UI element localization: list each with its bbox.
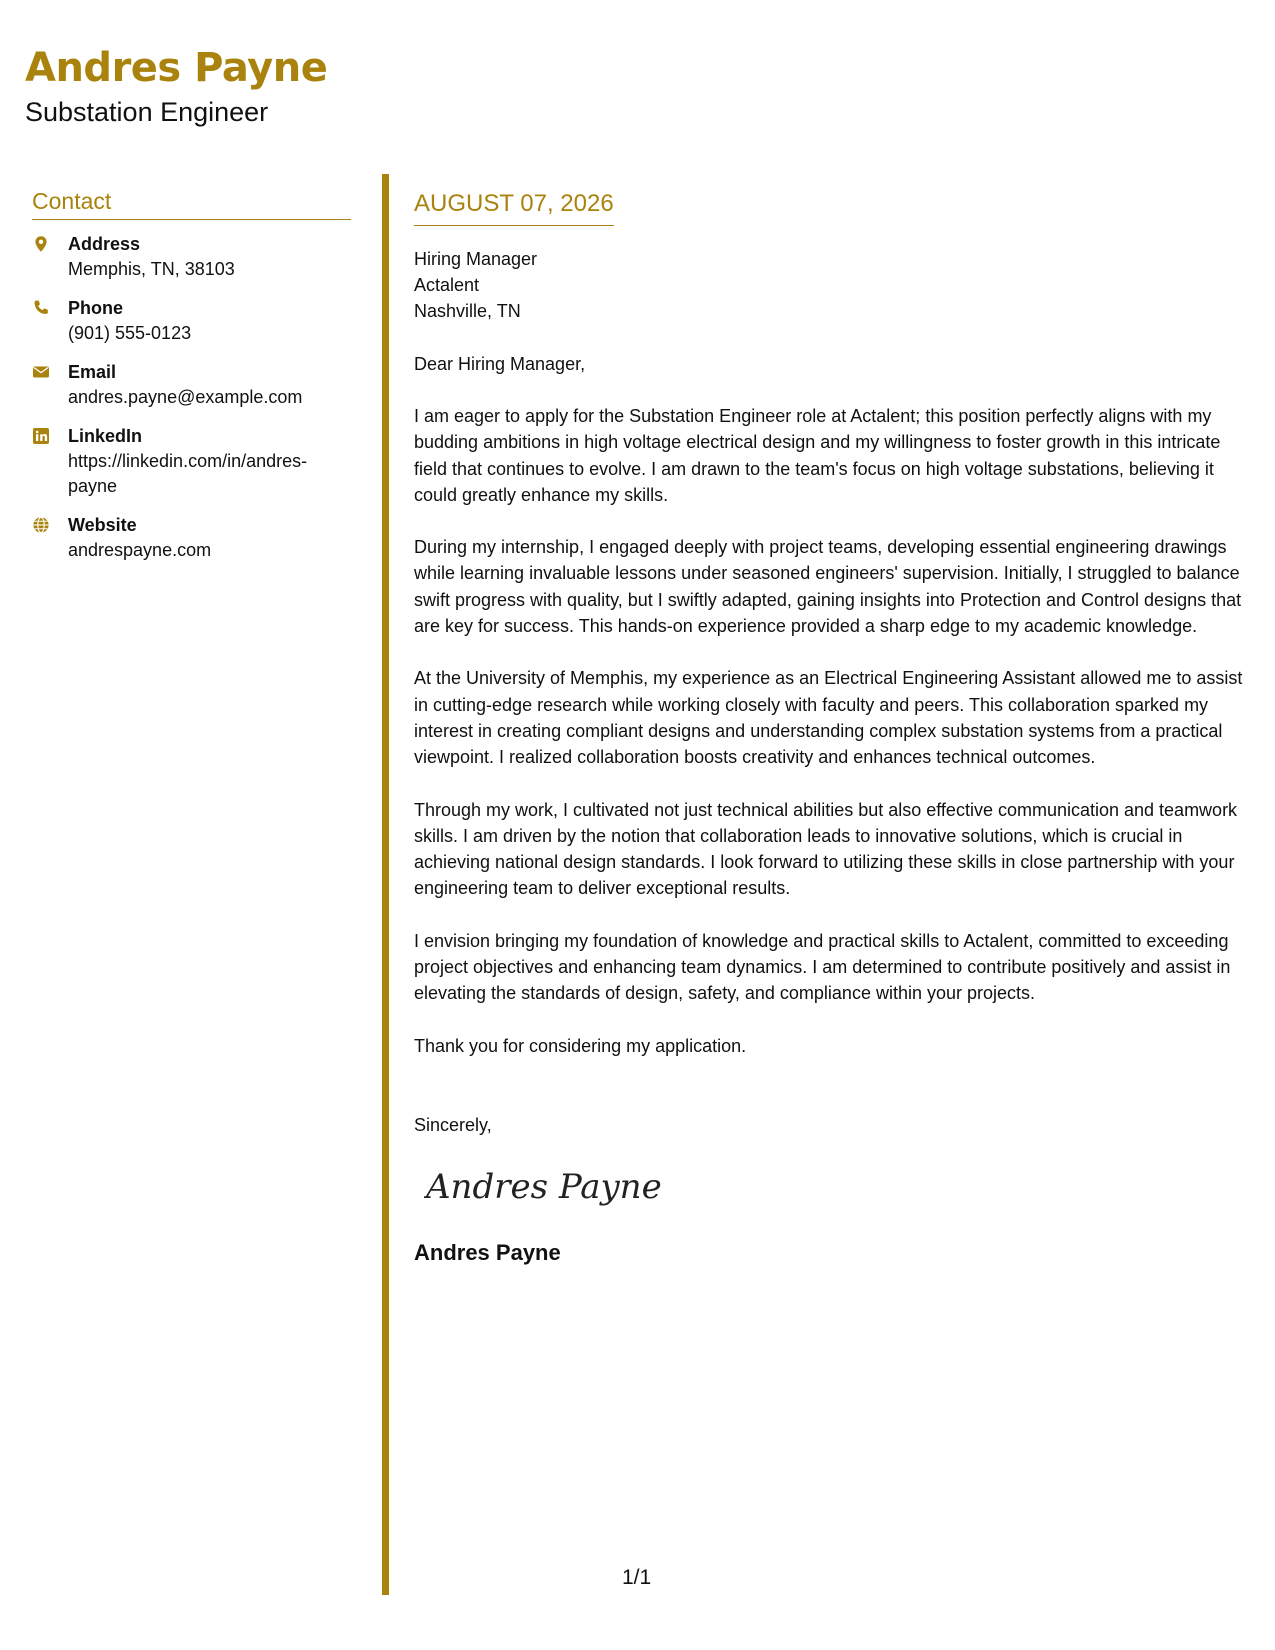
contact-item-website bbox=[32, 513, 351, 563]
signer-name: Andres Payne bbox=[414, 1240, 561, 1266]
map-pin-icon bbox=[32, 235, 50, 253]
salutation: Dear Hiring Manager, bbox=[414, 353, 586, 374]
paragraph: Thank you for considering my application. bbox=[414, 1035, 747, 1056]
contact-sidebar bbox=[32, 188, 351, 577]
contact-value: (901) 555-0123 bbox=[68, 323, 192, 344]
globe-icon bbox=[32, 516, 50, 534]
contact-value: andres.payne@example.com bbox=[68, 387, 303, 408]
paragraph: I envision bringing my foundation of knowledge and practical skills to Actalent, committed to exceeding project objectives and enhancing team dynamics. I am determined to contribute positively and assist in elevating the standards of design, safety, and compliance within your projects. bbox=[414, 930, 1231, 1004]
closing: Sincerely, bbox=[414, 1114, 492, 1135]
contact-item-address bbox=[32, 232, 351, 282]
applicant-title: Substation Engineer bbox=[25, 97, 269, 127]
vertical-divider bbox=[382, 174, 389, 1595]
phone-icon bbox=[32, 299, 50, 317]
contact-heading: Contact bbox=[32, 188, 351, 220]
contact-label: Phone bbox=[68, 298, 124, 319]
contact-item-linkedin bbox=[32, 424, 351, 499]
contact-item-email bbox=[32, 360, 351, 410]
recipient-line: Nashville, TN bbox=[414, 301, 521, 322]
signature-text: Andres Payne bbox=[426, 1167, 662, 1208]
contact-item-phone bbox=[32, 296, 351, 346]
contact-list bbox=[32, 232, 351, 563]
page-number: 1/1 bbox=[622, 1566, 652, 1589]
paragraph: At the University of Memphis, my experience as an Electrical Engineering Assistant allowed me to assist in cutting-edge research while working closely with faculty and peers. This collaboration sparked my interest in creating compliant designs and understanding complex substation systems from a practical viewpoint. I realized collaboration boosts creativity and enhances technical outcomes. bbox=[414, 668, 1243, 768]
handwritten-signature bbox=[424, 1156, 684, 1216]
paragraph: Through my work, I cultivated not just technical abilities but also effective communication and teamwork skills. I am driven by the notion that collaboration leads to innovative solutions, which is crucial in achieving national design standards. I look forward to utilizing these skills in close partnership with your engineering team to deliver exceptional results. bbox=[414, 799, 1238, 899]
recipient-line: Actalent bbox=[414, 275, 480, 296]
paragraph: I am eager to apply for the Substation Engineer role at Actalent; this position perfectly aligns with my budding ambitions in high voltage electrical design and my willingness to foster growth in this intricate field that continues to evolve. I am drawn to the team's focus on high voltage substations, believing it could greatly enhance my skills. bbox=[414, 405, 1221, 505]
recipient-block bbox=[414, 246, 1246, 325]
contact-label: LinkedIn bbox=[68, 426, 143, 447]
contact-value: Memphis, TN, 38103 bbox=[68, 259, 235, 280]
paragraph: During my internship, I engaged deeply with project teams, developing essential engineering drawings while learning invaluable lessons under seasoned engineers' supervision. Initially, I struggled to balance swift progress with quality, but I swiftly adapted, gaining insights into Protection and Control designs that are key for success. This hands-on experience provided a sharp edge to my academic knowledge. bbox=[414, 537, 1242, 637]
letter-body bbox=[414, 190, 1246, 1267]
contact-label: Address bbox=[68, 234, 141, 255]
contact-value[interactable]: andrespayne.com bbox=[68, 540, 212, 561]
contact-label: Email bbox=[68, 362, 117, 383]
contact-label: Website bbox=[68, 515, 137, 536]
contact-value[interactable]: https://linkedin.com/in/andres-payne bbox=[68, 451, 308, 497]
envelope-icon bbox=[32, 363, 50, 381]
recipient-line: Hiring Manager bbox=[414, 248, 538, 269]
letter-date: AUGUST 07, 2026 bbox=[414, 190, 614, 226]
applicant-name: Andres Payne bbox=[25, 45, 328, 91]
linkedin-icon bbox=[32, 427, 50, 445]
